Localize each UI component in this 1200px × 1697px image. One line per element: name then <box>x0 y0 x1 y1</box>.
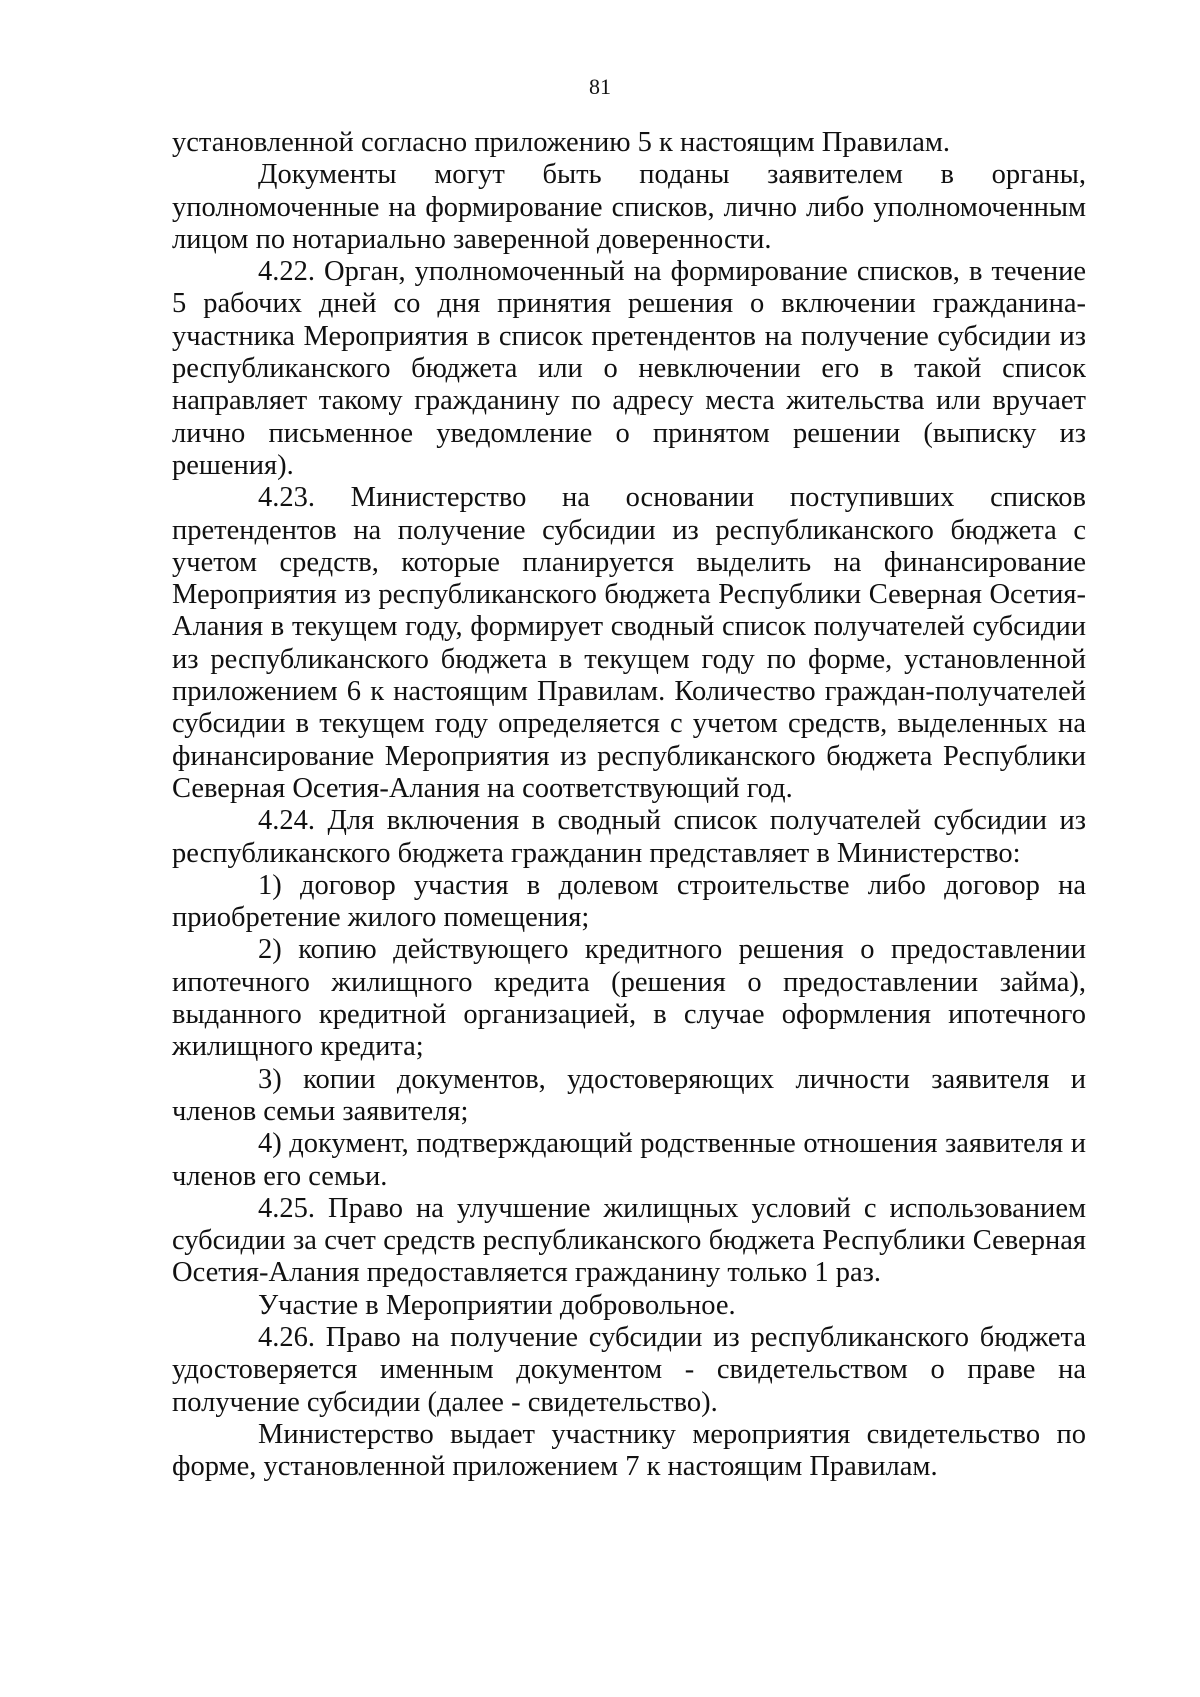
list-item-2: 2) копию действующего кредитного решения о предоставлении ипотечного жилищного кредита (решения о предоставлении займа), выданного кредитной организацией, в случае оформления ипотечного жилищного кредита; <box>172 934 1086 1063</box>
paragraph-voluntary-participation: Участие в Мероприятии добровольное. <box>258 1289 736 1321</box>
paragraph-4-22: 4.22. Орган, уполномоченный на формирование списков, в течение 5 рабочих дней со дня принятия решения о включении гражданина-участника Мероприятия в список претендентов на получение субсидии из республиканского бюджета или о невключении его в такой список направляет такому гражданину по адресу места жительства или вручает лично письменное уведомление о принятом решении (выписку из решения). <box>172 256 1086 481</box>
paragraph-certificate-issue: Министерство выдает участнику мероприятия свидетельство по форме, установленной приложением 7 к настоящим Правилам. <box>172 1418 1086 1483</box>
list-item-3: 3) копии документов, удостоверяющих личности заявителя и членов семьи заявителя; <box>172 1063 1086 1127</box>
document-body <box>172 127 1086 1483</box>
paragraph-4-25: 4.25. Право на улучшение жилищных условий с использованием субсидии за счет средств республиканского бюджета Республики Северная Осетия-Алания предоставляется гражданину только 1 раз. <box>172 1192 1086 1289</box>
paragraph-continuation: установленной согласно приложению 5 к настоящим Правилам. <box>172 127 951 158</box>
list-item-4: 4) документ, подтверждающий родственные отношения заявителя и членов его семьи. <box>172 1128 1086 1192</box>
paragraph-4-26: 4.26. Право на получение субсидии из республиканского бюджета удостоверяется именным документом - свидетельством о праве на получение субсидии (далее - свидетельство). <box>172 1321 1086 1418</box>
paragraph-4-23: 4.23. Министерство на основании поступивших списков претендентов на получение субсидии из республиканского бюджета с учетом средств, которые планируется выделить на финансирование Мероприятия из республиканского бюджета Республики Северная Осетия-Алания в текущем году, формирует сводный список получателей субсидии из республиканского бюджета в текущем году по форме, установленной приложением 6 к настоящим Правилам. Количество граждан-получателей субсидии в текущем году определяется с учетом средств, выделенных на финансирование Мероприятия из республиканского бюджета Республики Северная Осетия-Алания на соответствующий год. <box>172 482 1086 804</box>
page-number: 81 <box>589 74 611 99</box>
paragraph-documents-submission: Документы могут быть поданы заявителем в органы, уполномоченные на формирование списков, лично либо уполномоченным лицом по нотариально заверенной доверенности. <box>172 159 1086 255</box>
paragraph-4-24: 4.24. Для включения в сводный список получателей субсидии из республиканского бюджета гражданин представляет в Министерство: <box>172 805 1086 869</box>
list-item-1: 1) договор участия в долевом строительстве либо договор на приобретение жилого помещения; <box>172 869 1086 934</box>
